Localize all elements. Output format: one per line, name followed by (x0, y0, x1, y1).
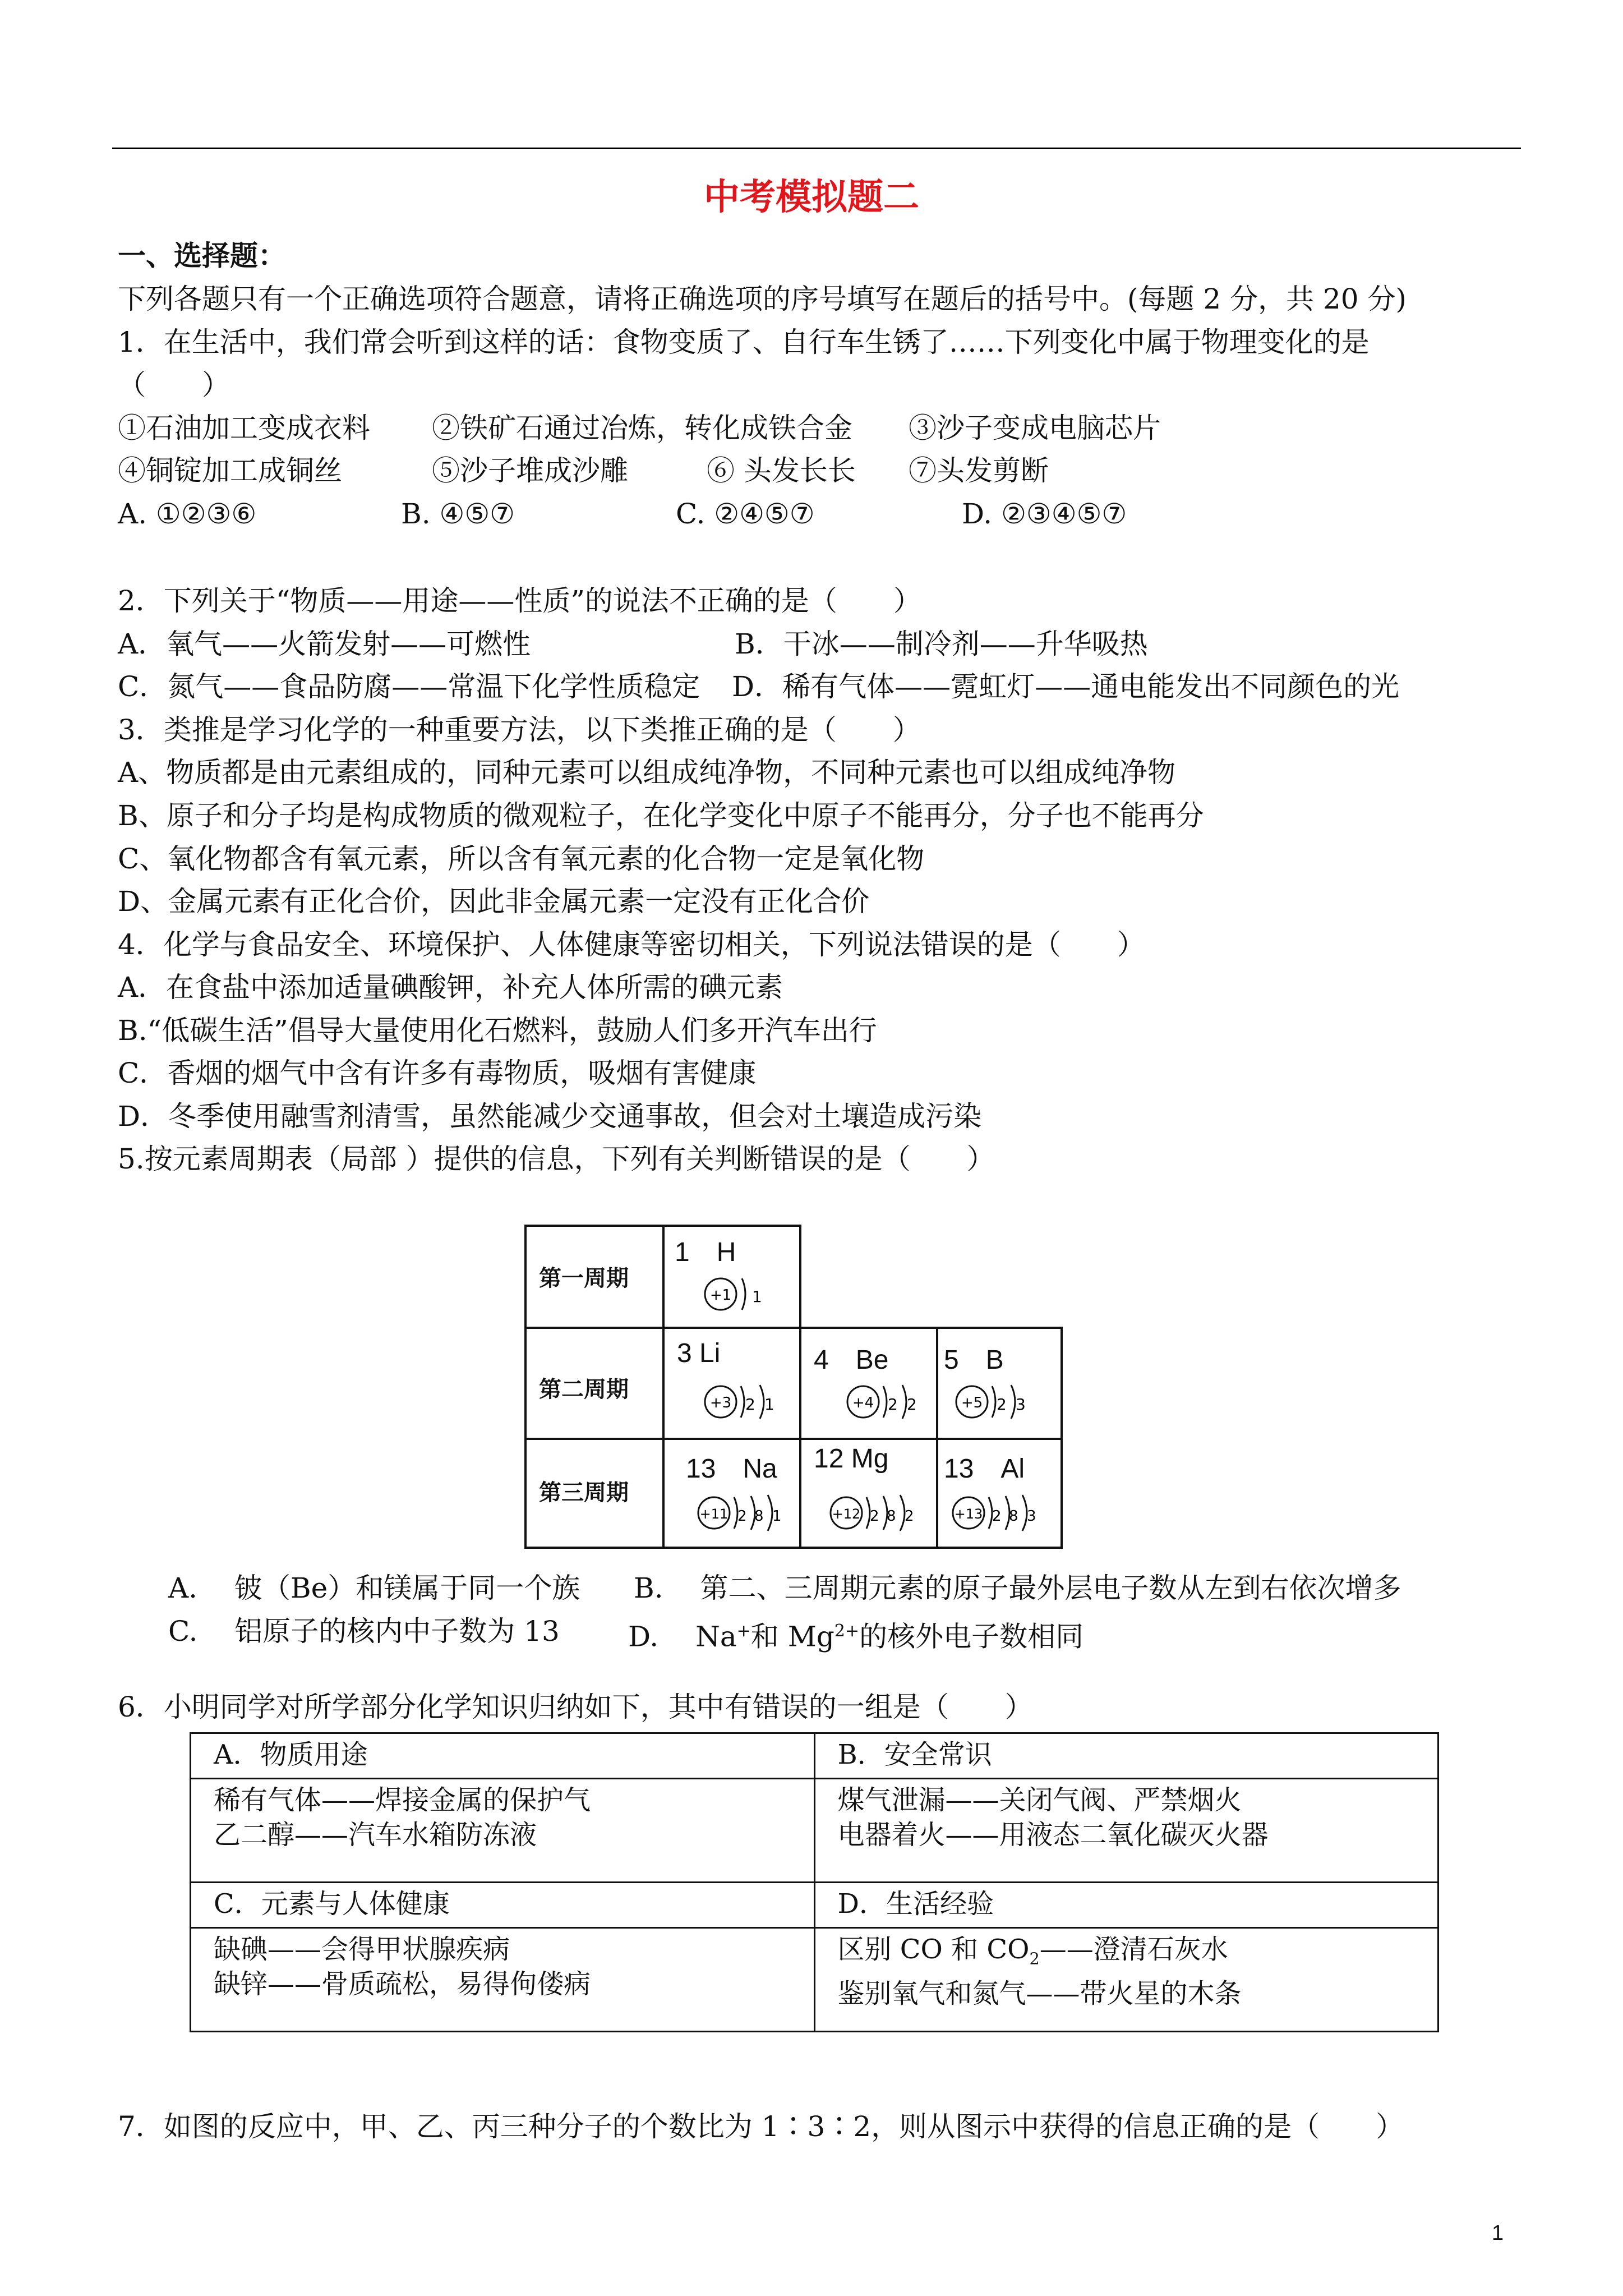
atom-structure-li (698, 1374, 799, 1435)
svg-text:+12: +12 (832, 1506, 861, 1522)
svg-text:1: 1 (752, 1287, 762, 1306)
q6-cell-d-head: D．生活经验 (814, 1883, 1438, 1928)
atom-structure-al (946, 1485, 1058, 1547)
section-heading: 一、选择题： (118, 239, 286, 272)
element-label-al: 13 Al (944, 1454, 1025, 1484)
q3-option-b: B、原子和分子均是构成物质的微观粒子，在化学变化中原子不能再分，分子也不能再分 (118, 799, 1204, 832)
svg-text:8: 8 (887, 1508, 896, 1525)
svg-text:2: 2 (745, 1395, 755, 1414)
q2-option-b: B．干冰——制冷剂——升华吸热 (735, 628, 1148, 660)
svg-text:2: 2 (997, 1395, 1007, 1414)
q5-option-b: B. 第二、三周期元素的原子最外层电子数从左到右依次增多 (634, 1572, 1401, 1604)
q5-option-c: C. 铝原子的核内中子数为 13 (168, 1615, 560, 1648)
svg-text:1: 1 (764, 1395, 774, 1414)
q3-option-d: D、金属元素有正化合价，因此非金属元素一定没有正化合价 (118, 885, 870, 918)
element-label-be: 4 Be (814, 1345, 889, 1375)
q3-option-c: C、氧化物都含有氧元素，所以含有氧元素的化合物一定是氧化物 (118, 843, 925, 875)
page-number: 1 (1492, 2221, 1504, 2245)
element-label-li: 3 Li (677, 1338, 721, 1368)
page-title: 中考模拟题二 (704, 176, 919, 218)
svg-text:2: 2 (737, 1508, 747, 1525)
element-cell-mg (799, 1438, 938, 1549)
q1-item-3: ③沙子变成电脑芯片 (909, 412, 1161, 444)
svg-text:+4: +4 (852, 1395, 874, 1411)
q5-option-d: D. Na+和 $Mg^{2+}$的核外电子数相同 (628, 1620, 1084, 1653)
element-label-b: 5 B (944, 1345, 1004, 1375)
q1-item-2: ②铁矿石通过冶炼，转化成铁合金 (432, 412, 852, 444)
q1-blank: （ ） (118, 369, 230, 401)
q3-stem: 3．类推是学习化学的一种重要方法，以下类推正确的是（ ） (118, 714, 921, 746)
q6-cell-a-body: 稀有气体——焊接金属的保护气 乙二醇——汽车水箱防冻液 (191, 1779, 815, 1883)
q1-option-a: A. ①②③⑥ (118, 498, 257, 530)
q3-option-a: A、物质都是由元素组成的，同种元素可以组成纯净物，不同种元素也可以组成纯净物 (118, 756, 1176, 789)
q5-stem: 5.按元素周期表（局部 ）提供的信息，下列有关判断错误的是（ ） (118, 1143, 995, 1175)
q6-knowledge-table (190, 1732, 1439, 2032)
q2-option-c: C．氮气——食品防腐——常温下化学性质稳定 (118, 670, 700, 703)
q2-option-a: A．氧气——火箭发射——可燃性 (118, 628, 531, 660)
svg-text:+13: +13 (954, 1506, 983, 1522)
atom-structure-h (698, 1266, 788, 1322)
q1-option-b: B. ④⑤⑦ (401, 498, 515, 530)
svg-text:+5: +5 (961, 1395, 983, 1411)
q1-stem: 1．在生活中，我们常会听到这样的话：食物变质了、自行车生锈了……下列变化中属于物理变化的是 (118, 326, 1370, 358)
period-3-label: 第三周期 (539, 1480, 629, 1506)
q6-cell-b-body: 煤气泄漏——关闭气阀、严禁烟火 电器着火——用液态二氧化碳灭火器 (814, 1779, 1438, 1883)
svg-text:2: 2 (888, 1395, 898, 1414)
atom-structure-be (841, 1374, 942, 1435)
q5-option-a: A. 铍（Be）和镁属于同一个族 (168, 1572, 580, 1604)
q4-option-b: B.“低碳生活”倡导大量使用化石燃料，鼓励人们多开汽车出行 (118, 1014, 877, 1047)
q1-option-c: C. ②④⑤⑦ (676, 498, 815, 530)
period-1-label: 第一周期 (539, 1266, 629, 1291)
svg-text:+3: +3 (709, 1395, 732, 1411)
element-cell-na (662, 1438, 801, 1549)
q1-item-7: ⑦头发剪断 (909, 454, 1049, 487)
element-cell-al (936, 1438, 1063, 1549)
q4-option-c: C．香烟的烟气中含有许多有毒物质，吸烟有害健康 (118, 1057, 757, 1089)
q6-cell-a-head: A．物质用途 (191, 1733, 815, 1779)
svg-text:3: 3 (1016, 1395, 1026, 1414)
element-cell-li (662, 1327, 801, 1440)
atom-structure-mg (824, 1485, 936, 1547)
period-1-label-cell (524, 1225, 665, 1329)
q2-option-d: D．稀有气体——霓虹灯——通电能发出不同颜色的光 (732, 670, 1400, 703)
svg-text:+11: +11 (699, 1506, 728, 1522)
element-cell-b (936, 1327, 1063, 1440)
q6-cell-c-body: 缺碘——会得甲状腺疾病 缺锌——骨质疏松，易得佝偻病 (191, 1928, 815, 2032)
periodic-table-fragment (524, 1225, 1063, 1549)
element-cell-be (799, 1327, 938, 1440)
q6-cell-d-body: 区别 CO 和 $CO_2——$澄清石灰水 鉴别氧气和氮气——带火星的木条 (814, 1928, 1438, 2032)
q4-option-a: A．在食盐中添加适量碘酸钾，补充人体所需的碘元素 (118, 971, 783, 1004)
q1-item-4: ④铜锭加工成铜丝 (118, 454, 342, 487)
q1-item-1: ①石油加工变成衣料 (118, 412, 370, 444)
element-cell-h (662, 1225, 801, 1329)
section-instruction: 下列各题只有一个正确选项符合题意，请将正确选项的序号填写在题后的括号中。(每题 2 分，共 20 分) (118, 283, 1407, 315)
svg-text:1: 1 (772, 1508, 782, 1525)
q1-option-d: D. ②③④⑤⑦ (962, 498, 1127, 530)
q1-item-5: ⑤沙子堆成沙雕 (432, 454, 628, 487)
svg-text:+1: +1 (709, 1287, 732, 1304)
q7-stem: 7．如图的反应中，甲、乙、丙三种分子的个数比为 1∶3∶2，则从图示中获得的信息正确的是（ ） (118, 2110, 1404, 2143)
element-label-mg: 12 Mg (814, 1444, 889, 1474)
svg-text:2: 2 (870, 1508, 879, 1525)
svg-text:2: 2 (907, 1395, 917, 1414)
atom-structure-na (691, 1485, 804, 1547)
svg-text:2: 2 (905, 1508, 914, 1525)
q6-stem: 6．小明同学对所学部分化学知识归纳如下，其中有错误的一组是（ ） (118, 1691, 1033, 1723)
svg-text:8: 8 (754, 1508, 764, 1525)
q1-item-6: ⑥ 头发长长 (707, 454, 856, 487)
element-label-na: 13 Na (686, 1454, 777, 1484)
header-rule (112, 148, 1521, 149)
period-2-label: 第二周期 (539, 1377, 629, 1402)
q6-cell-b-head: B．安全常识 (814, 1733, 1438, 1779)
period-2-label-cell (524, 1327, 665, 1440)
q4-option-d: D．冬季使用融雪剂清雪，虽然能减少交通事故，但会对土壤造成污染 (118, 1100, 982, 1133)
period-3-label-cell (524, 1438, 665, 1549)
element-label-h: 1 H (675, 1237, 736, 1267)
q6-cell-c-head: C．元素与人体健康 (191, 1883, 815, 1928)
q4-stem: 4．化学与食品安全、环境保护、人体健康等密切相关，下列说法错误的是（ ） (118, 928, 1145, 961)
q2-stem: 2．下列关于“物质——用途——性质”的说法不正确的是（ ） (118, 585, 921, 617)
svg-text:3: 3 (1027, 1508, 1036, 1525)
svg-text:8: 8 (1009, 1508, 1018, 1525)
svg-text:2: 2 (992, 1508, 1002, 1525)
atom-structure-b (949, 1374, 1056, 1435)
